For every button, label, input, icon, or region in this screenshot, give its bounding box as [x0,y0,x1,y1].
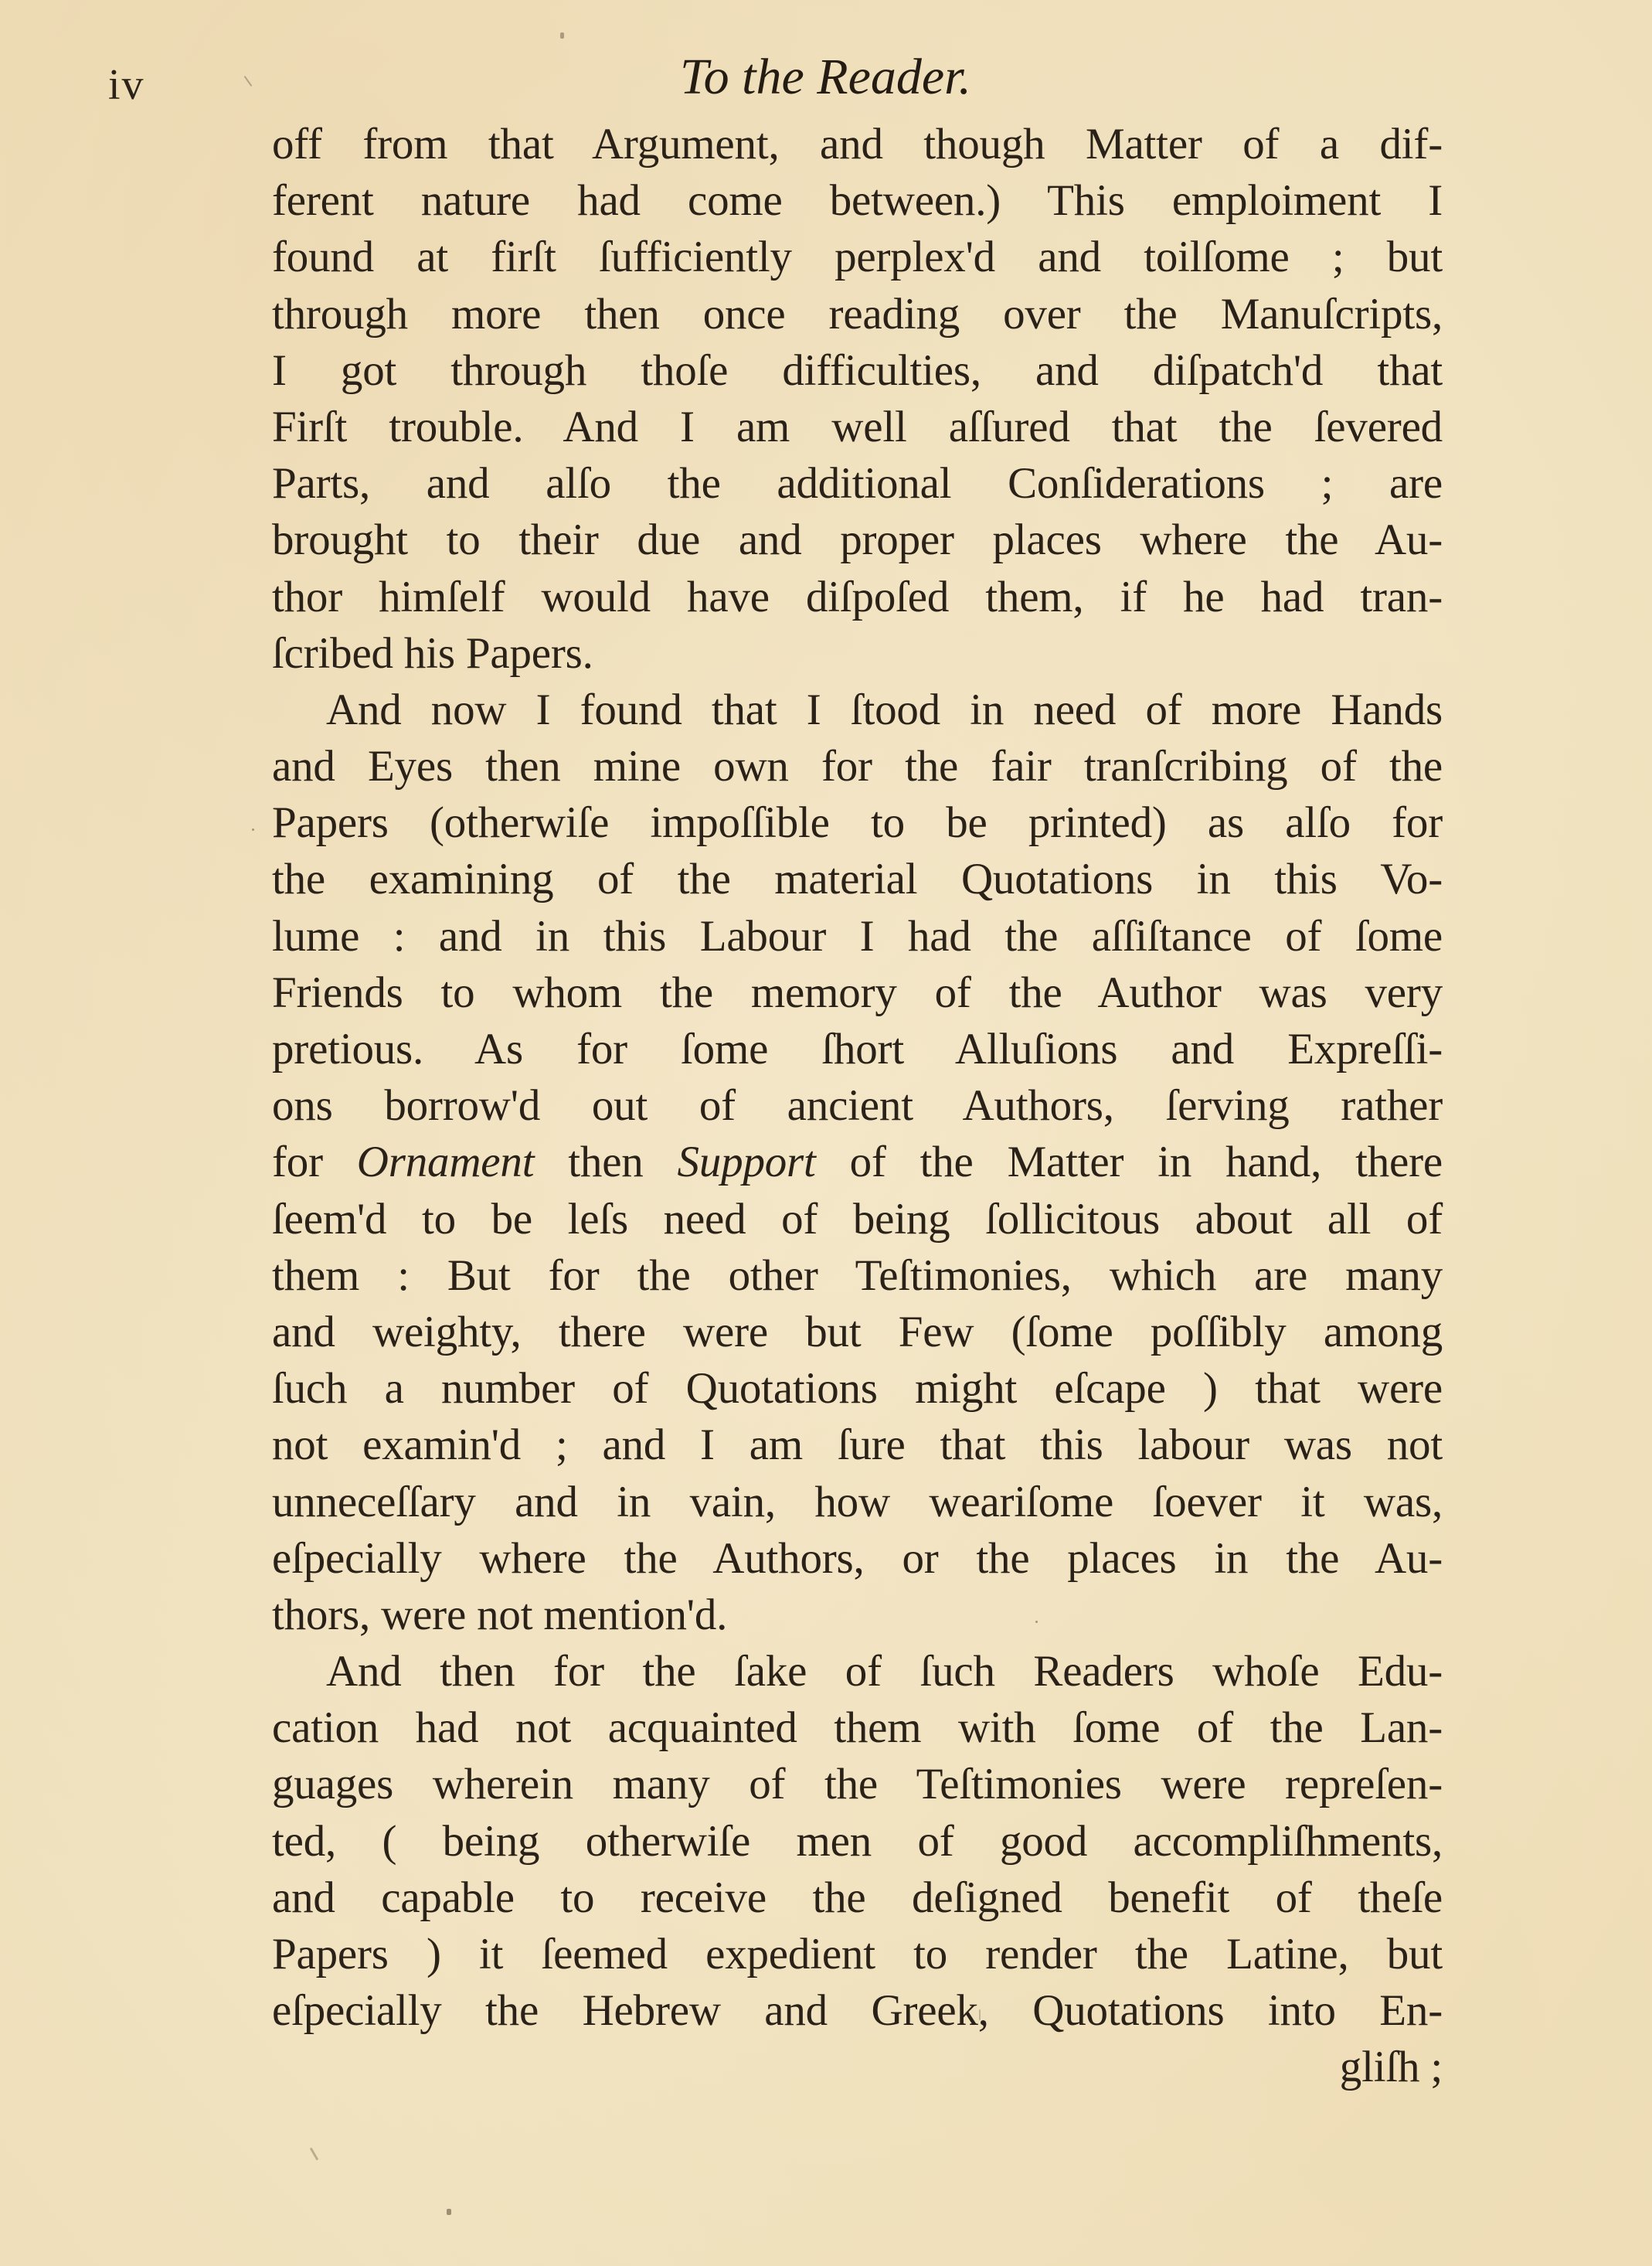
text-line: pretious. As for ſome ſhort Alluſions and Expreſſi- [272,1025,1443,1073]
text-line: Firſt trouble. And I am well aſſured that the ſevered [272,402,1443,451]
text-line: Friends to whom the memory of the Author was very [272,968,1443,1017]
catchword: gliſh ; [1339,2043,1443,2092]
paper-speck [979,2009,981,2020]
text-line: ſuch a number of Quotations might eſcape ) that were [272,1364,1443,1414]
text-line: eſpecially the Hebrew and Greek, Quotations into En- [272,1986,1443,2036]
italic-word-support: Support [677,1138,816,1187]
paper-speck [560,32,564,39]
text-fragment: for [272,1138,357,1187]
text-fragment: then [534,1138,678,1187]
text-line: and capable to receive the deſigned benefit of theſe [272,1873,1443,1922]
text-line: ted, ( being otherwiſe men of good accompliſhments, [272,1816,1443,1866]
text-line: lume : and in this Labour I had the aſſiſtance of ſome [272,911,1443,961]
body-text [272,116,1443,2096]
text-line: Papers ) it ſeemed expedient to render the Latine, but [272,1930,1443,1978]
text-line: Papers (otherwiſe impoſſible to be printed) as alſo for [272,798,1443,848]
running-head [0,37,1652,107]
text-line: brought to their due and proper places where the Au- [272,515,1443,565]
paragraph-start-line: And then for the ſake of ſuch Readers whoſe Edu- [326,1647,1443,1696]
text-line: ferent nature had come between.) This emploiment I [272,176,1443,226]
page-number: iv [108,61,145,109]
text-line: found at firſt ſufficiently perplex'd and toilſome ; but [272,233,1443,282]
italic-word-ornament: Ornament [356,1138,535,1187]
paper-speck [1035,1621,1038,1623]
text-line: guages wherein many of the Teſtimonies were repreſen- [272,1760,1443,1809]
paper-speck [447,2209,451,2215]
text-line: ſcribed his Papers. [272,628,593,678]
paragraph-start-line: And now I found that I ſtood in need of more Hands [326,685,1443,734]
text-line: unneceſſary and in vain, how weariſome ſoever it was, [272,1477,1443,1526]
text-line: them : But for the other Teſtimonies, which are many [272,1250,1443,1300]
text-line: eſpecially where the Authors, or the places in the Au- [272,1533,1443,1583]
text-line: thors, were not mention'd. [272,1590,728,1639]
text-line: Parts, and alſo the additional Conſiderations ; are [272,459,1443,509]
text-line: the examining of the material Quotations in this Vo- [272,855,1443,904]
text-line: thor himſelf would have diſpoſed them, if he had tran- [272,572,1443,621]
text-line: through more then once reading over the Manuſcripts, [272,289,1443,339]
text-line: cation had not acquainted them with ſome of the Lan- [272,1703,1443,1753]
text-line: and weighty, there were but Few (ſome poſſibly among [272,1307,1443,1356]
text-line: ſeem'd to be leſs need of being ſollicitous about all of [272,1194,1443,1244]
text-fragment: of the Matter in hand, there [815,1138,1443,1187]
text-line: not examin'd ; and I am ſure that this labour was not [272,1421,1443,1470]
text-line: I got through thoſe difficulties, and diſpatch'd that [272,345,1443,395]
paper-speck [310,2147,319,2160]
text-line: off from that Argument, and though Matter of a dif- [272,120,1443,168]
text-line-with-italics [272,1134,1443,1190]
header-title: To the Reader. [680,49,972,105]
text-line: and Eyes then mine own for the fair tranſcribing of the [272,742,1443,791]
text-line: ons borrow'd out of ancient Authors, ſerving rather [272,1081,1443,1131]
paper-speck [252,828,254,831]
